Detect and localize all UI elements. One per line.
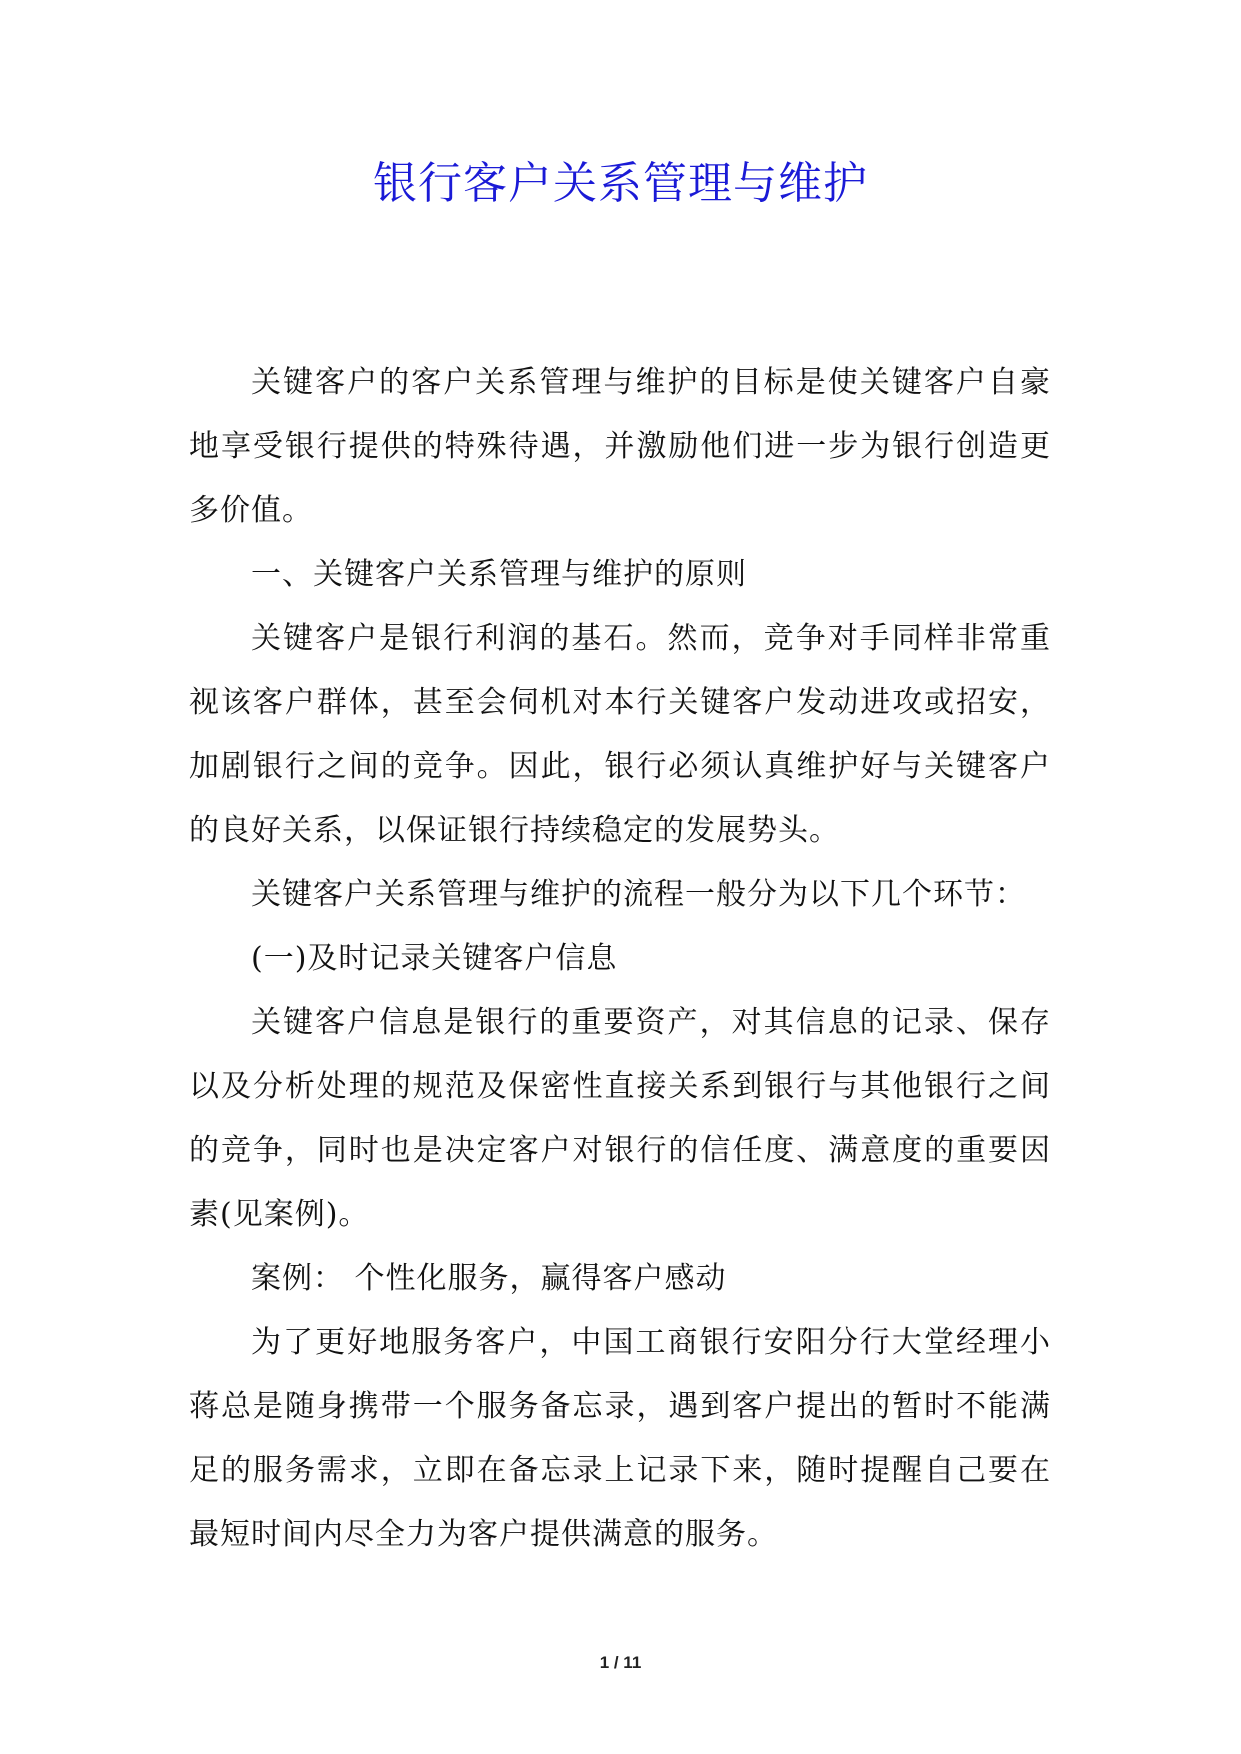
section-heading-principles: 一、关键客户关系管理与维护的原则 [251,557,747,592]
paragraph-record: 关键客户信息是银行的重要资产，对其信息的记录、保存以及分析处理的规范及保密性直接关系到银行与其他银行之间的竞争，同时也是决定客户对银行的信任度、满意度的重要因素(见案例)。 [189,1005,1051,1232]
page-number: 1 / 11 [599,1653,642,1672]
document-title: 银行客户关系管理与维护 [373,158,868,209]
case-heading: 案例： 个性化服务，赢得客户感动 [251,1261,727,1296]
paragraph-principles: 关键客户是银行利润的基石。然而，竞争对手同样非常重视该客户群体，甚至会伺机对本行关键客户发动进攻或招安，加剧银行之间的竞争。因此，银行必须认真维护好与关键客户的良好关系，以保证银行持续稳定的发展势头。 [189,621,1051,848]
paragraph-process: 关键客户关系管理与维护的流程一般分为以下几个环节： [251,877,1026,912]
subsection-heading-record: (一)及时记录关键客户信息 [251,941,618,976]
document-body [189,351,1051,1567]
paragraph-intro: 关键客户的客户关系管理与维护的目标是使关键客户自豪地享受银行提供的特殊待遇，并激励他们进一步为银行创造更多价值。 [189,365,1051,528]
paragraph-case: 为了更好地服务客户，中国工商银行安阳分行大堂经理小蒋总是随身携带一个服务备忘录，遇到客户提出的暂时不能满足的服务需求，立即在备忘录上记录下来，随时提醒自己要在最短时间内尽全力为客户提供满意的服务。 [189,1325,1051,1552]
